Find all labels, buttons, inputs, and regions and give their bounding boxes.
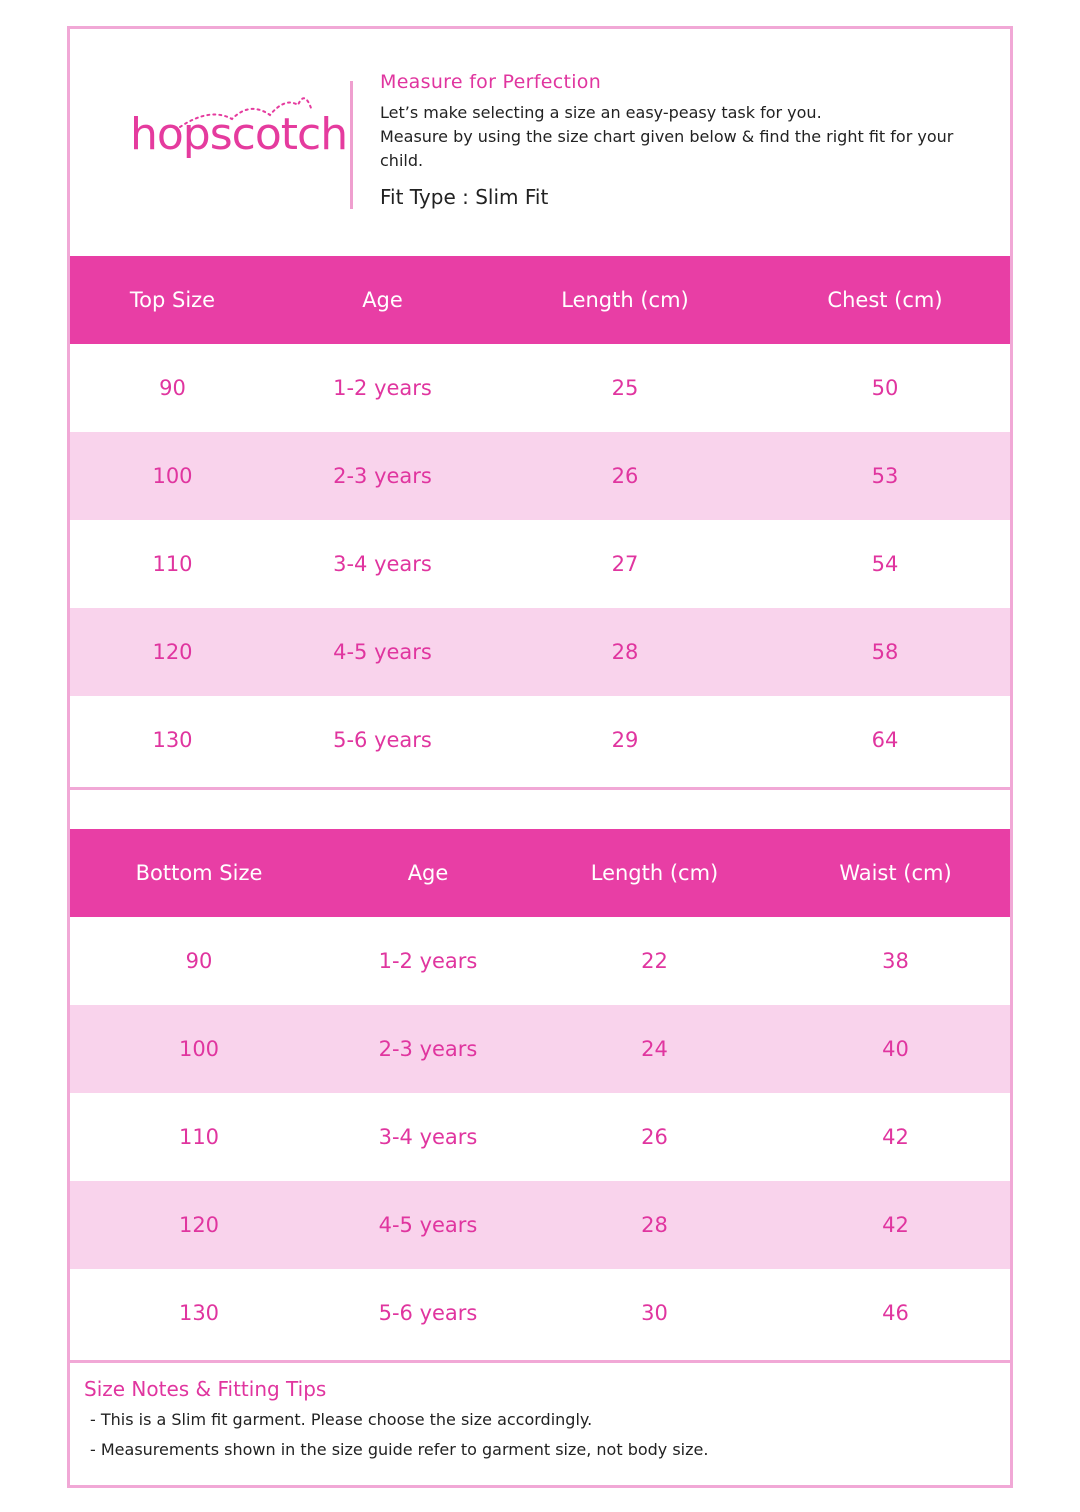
age-cell: 3-4 years [328,1093,528,1181]
size-notes [84,1377,984,1469]
length-cell: 26 [490,432,760,520]
column-header: Length (cm) [490,256,760,344]
column-header: Length (cm) [528,829,781,917]
table-row [70,608,1010,696]
column-header: Waist (cm) [781,829,1010,917]
note-item: - Measurements shown in the size guide refer to garment size, not body size. [90,1440,709,1459]
age-cell: 4-5 years [328,1181,528,1269]
column-header: Age [275,256,490,344]
table-row [70,520,1010,608]
waist-cell: 40 [781,1005,1010,1093]
length-cell: 26 [528,1093,781,1181]
intro-line: child. [380,151,424,170]
waist-cell: 38 [781,917,1010,1005]
chest-cell: 58 [760,608,1010,696]
size-cell: 100 [70,1005,328,1093]
length-cell: 27 [490,520,760,608]
age-cell: 3-4 years [275,520,490,608]
size-cell: 130 [70,1269,328,1357]
waist-cell: 42 [781,1181,1010,1269]
age-cell: 2-3 years [328,1005,528,1093]
chest-cell: 64 [760,696,1010,784]
table-header-row [70,256,1010,344]
column-header: Age [328,829,528,917]
age-cell: 1-2 years [275,344,490,432]
intro-line: Measure by using the size chart given below & find the right fit for your [380,127,954,146]
size-cell: 120 [70,1181,328,1269]
table-divider [70,787,1010,790]
waist-cell: 46 [781,1269,1010,1357]
age-cell: 2-3 years [275,432,490,520]
column-header: Bottom Size [70,829,328,917]
size-cell: 110 [70,1093,328,1181]
table-row [70,344,1010,432]
logo-text: hopscotch [130,109,348,160]
table-row [70,917,1010,1005]
top-size-table [70,256,1010,784]
age-cell: 4-5 years [275,608,490,696]
note-item: - This is a Slim fit garment. Please choose the size accordingly. [90,1410,593,1429]
waist-cell: 42 [781,1093,1010,1181]
table-row [70,696,1010,784]
table-row [70,1269,1010,1357]
header-divider [350,81,353,209]
column-header: Chest (cm) [760,256,1010,344]
length-cell: 28 [490,608,760,696]
chest-cell: 53 [760,432,1010,520]
table-row [70,1181,1010,1269]
age-cell: 1-2 years [328,917,528,1005]
table-row [70,432,1010,520]
size-cell: 100 [70,432,275,520]
column-header: Top Size [70,256,275,344]
size-cell: 90 [70,344,275,432]
size-cell: 120 [70,608,275,696]
size-cell: 130 [70,696,275,784]
length-cell: 25 [490,344,760,432]
table-row [70,1005,1010,1093]
size-chart-frame [67,26,1013,1488]
length-cell: 28 [528,1181,781,1269]
intro-line: Let’s make selecting a size an easy-peasy task for you. [380,103,822,122]
size-cell: 110 [70,520,275,608]
bottom-size-table [70,829,1010,1357]
intro-block [380,71,980,209]
notes-divider [70,1360,1010,1363]
notes-title: Size Notes & Fitting Tips [84,1377,327,1401]
fit-type: Fit Type : Slim Fit [380,185,549,209]
table-header-row [70,829,1010,917]
size-cell: 90 [70,917,328,1005]
chest-cell: 50 [760,344,1010,432]
length-cell: 24 [528,1005,781,1093]
length-cell: 30 [528,1269,781,1357]
length-cell: 29 [490,696,760,784]
age-cell: 5-6 years [328,1269,528,1357]
intro-title: Measure for Perfection [380,71,602,93]
chest-cell: 54 [760,520,1010,608]
length-cell: 22 [528,917,781,1005]
hopscotch-logo [130,89,348,179]
age-cell: 5-6 years [275,696,490,784]
table-row [70,1093,1010,1181]
